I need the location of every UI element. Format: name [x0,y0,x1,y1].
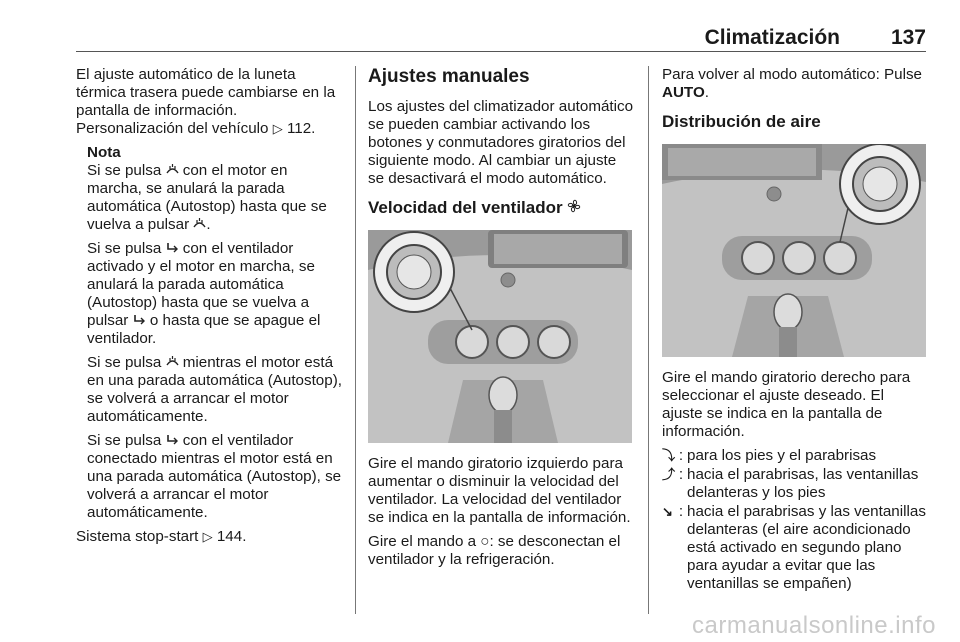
note-paragraph: Si se pulsa con el motor en marcha, se anulará la parada automática (Autostop) hasta que se vuelva a pulsar . [87,162,327,233]
fan-paragraph: Gire el mando giratorio izquierdo para aumentar o disminuir la velocidad del ventilador. La velocidad del ventilador se indica en la pantalla de información. [368,455,631,526]
cross-reference: Sistema stop-start ▷ 144. [76,528,247,545]
note-paragraph: Si se pulsa con el ventilador activado y el motor en marcha, se anulará la parada automática (Autostop) hasta que se vuelva a pulsar o hasta que se apague el ventilador. [87,240,321,347]
intro-paragraph: El ajuste automático de la luneta térmica trasera puede cambiarse en la pantalla de información. Personalización del vehículo ▷ 112. [76,66,336,137]
section-title: Climatización [704,26,840,49]
list-item: ⤴ : hacia el parabrisas, las ventanillas delanteras y los pies [662,466,919,501]
column-2 [368,66,634,575]
column-3 [662,66,927,594]
note-block [76,144,344,522]
console-illustration-fan [368,230,632,443]
auto-button-label: AUTO [662,84,705,101]
note-title: Nota [87,144,121,161]
heading-manual: Ajustes manuales [368,66,530,87]
heading-air-distribution: Distribución de aire [662,112,821,131]
off-paragraph: Gire el mando a ○: se desconectan el ventilador y la refrigeración. [368,533,621,568]
defrost-icon [166,354,179,372]
list-item: ↘ : hacia el parabrisas y las ventanillas delanteras (el aire acondicionado está activado en segundo plano para ayudar a evitar que las ventanillas se empañen) [662,503,926,592]
watermark: carmanualsonline.info [692,612,936,639]
column-1 [76,66,344,552]
column-divider-2 [648,66,649,614]
airflow-windscreen-windows-icon: ↘ [662,504,673,519]
note-paragraph: Si se pulsa con el ventilador conectado mientras el motor está en una parada automática (Autostop), se volverá a arrancar el motor automáticamente. [87,432,342,521]
console-illustration-distribution [662,144,926,357]
defrost-icon [166,162,179,180]
page-ref-arrow-icon: ▷ [202,529,213,544]
page-ref-arrow-icon: ▷ [272,121,283,136]
note-paragraph: Si se pulsa mientras el motor está en una parada automática (Autostop), se volverá a arrancar el motor automáticamente. [87,354,342,425]
column-divider-1 [355,66,356,614]
distribution-paragraph: Gire el mando giratorio derecho para seleccionar el ajuste deseado. El ajuste se indica en la pantalla de información. [662,369,911,440]
page-ref-link[interactable]: 144. [216,528,247,545]
page-ref-link[interactable]: 112. [286,120,316,137]
off-symbol: ○ [480,533,490,550]
page-number: 137 [890,26,926,49]
fan-icon [567,198,581,217]
heading-fan: Velocidad del ventilador [368,198,634,218]
page-header [76,26,926,50]
manual-paragraph: Los ajustes del climatizador automático se pueden cambiar activando los botones y conmutadores giratorios del siguiente modo. Al cambiar un ajuste se desactivará el modo automático. [368,98,634,187]
header-divider [76,51,926,52]
defrost-icon [193,216,206,234]
list-item: ⤵ : para los pies y el parabrisas [662,447,877,464]
airflow-icon [133,312,146,330]
auto-paragraph: Para volver al modo automático: Pulse AUTO. [662,66,923,101]
distribution-list [662,447,927,593]
airflow-icon [166,432,179,450]
airflow-feet-windscreen-icon: ⤵ [662,448,676,463]
airflow-icon [166,240,179,258]
airflow-windscreen-windows-feet-icon: ⤴ [662,467,676,482]
